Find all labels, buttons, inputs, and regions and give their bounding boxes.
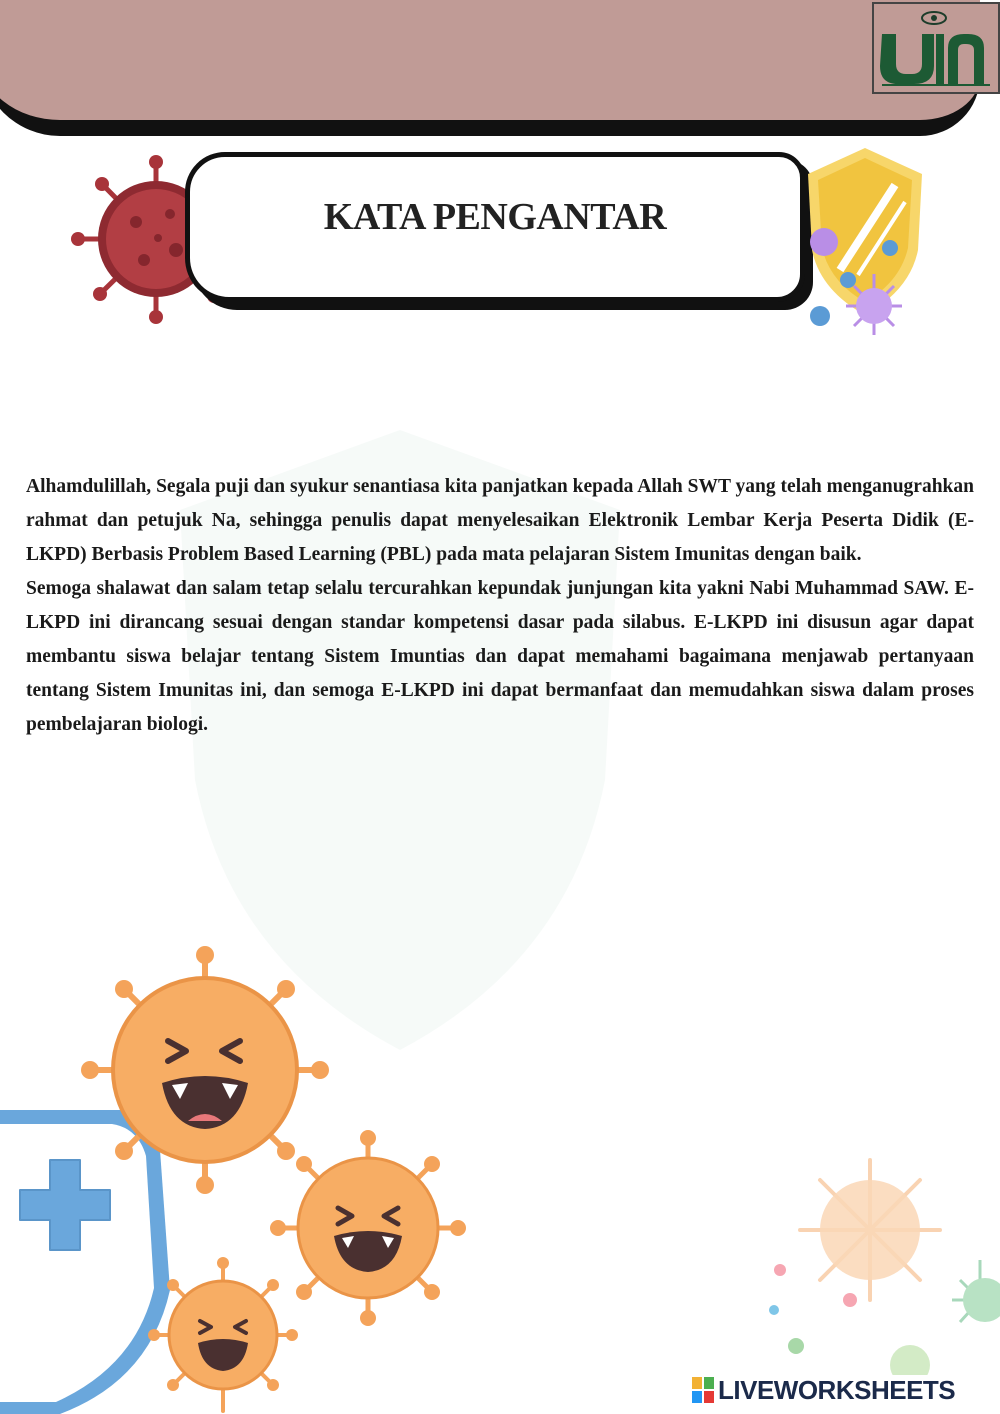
angry-virus-medium-icon: [268, 1128, 468, 1328]
faint-virus-cluster-icon: [760, 1150, 1000, 1375]
paragraph-2: Semoga shalawat dan salam tetap selalu tercurahkan kepundak junjungan kita yakni Nabi Muhammad SAW. E-LKPD ini dirancang sesuai dengan standar kompetensi dasar pada silabus. E-LKPD ini disusun agar dapat membantu siswa belajar tentang Sistem Imuntias dan dapat memahami bagaimana menjawab pertanyaan tentang Sistem Imunitas ini, dan semoga E-LKPD ini dapat bermanfaat dan memudahkan siswa dalam proses pembelajaran biologi.: [26, 578, 974, 735]
shield-icon: [800, 140, 930, 335]
university-logo-icon: [874, 4, 998, 92]
university-logo: [872, 2, 1000, 94]
body-text: [26, 470, 974, 742]
angry-virus-small-icon: [148, 1255, 298, 1414]
liveworksheets-logo-icon: [692, 1377, 714, 1403]
header-band: [0, 0, 980, 136]
liveworksheets-label: LIVEWORKSHEETS: [718, 1374, 956, 1405]
liveworksheets-watermark: [692, 1372, 955, 1408]
page-title: KATA PENGANTAR: [323, 196, 667, 238]
title-box: [185, 152, 805, 302]
paragraph-1: Alhamdulillah, Segala puji dan syukur senantiasa kita panjatkan kepada Allah SWT yang telah menganugrahkan rahmat dan petujuk Na, sehingga penulis dapat menyelesaikan Elektronik Lembar Kerja Peserta Didik (E-LKPD) Berbasis Problem Based Learning (PBL) pada mata pelajaran Sistem Imunitas dengan baik.: [26, 476, 974, 565]
